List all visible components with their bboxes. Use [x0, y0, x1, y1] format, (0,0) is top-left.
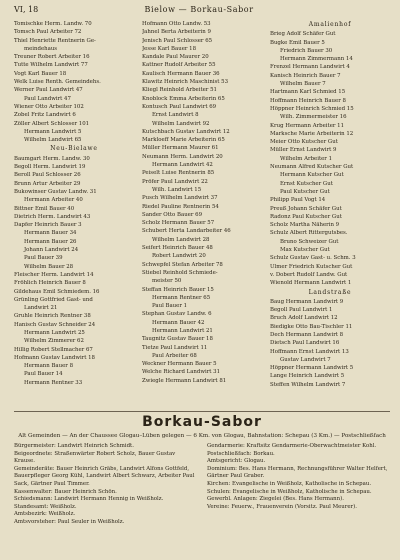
- directory-entry: Seifert Heinrich Bauer 48: [142, 245, 213, 252]
- directory-entry: Bugke Emil Bauer 5: [270, 39, 325, 46]
- directory-entry: Paul Bauer 14: [24, 371, 63, 378]
- directory-entry: Steffan Heinrich Bauer 15: [142, 286, 214, 293]
- directory-entry: Kutschbach Gustav Landwirt 12: [142, 128, 230, 135]
- directory-entry: Riedel Pauline Rentnerin 54: [142, 203, 219, 210]
- directory-entry: Wilh. Zimmermeister 16: [280, 114, 347, 121]
- directory-entry: Bittner Emil Bauer 40: [14, 205, 75, 212]
- directory-entry: Wilh. Landwirt 15: [152, 186, 202, 193]
- directory-entry: Fröhlich Heinrich Bauer 8: [14, 280, 86, 287]
- directory-entry: Hermann Rentner 33: [24, 379, 83, 386]
- section-divider: [14, 411, 390, 412]
- directory-entry: Begoll Herm. Landwirt 19: [14, 164, 86, 171]
- directory-entry: Wilhelm Bauer 28: [24, 263, 74, 270]
- info-paragraph: Amtsvorsteher: Paul Seuler in Weißholz.: [14, 518, 125, 525]
- info-paragraph: Schulen: Evangelische in Weißholz, Katholische in Schepau.: [207, 488, 372, 495]
- directory-entry: Paul Bauer 1: [152, 303, 188, 310]
- section-subtitle: Alt Gemeinden — An der Chaussee Glogau–Lüben gelegen — 6 Km. von Glogau, Bahnstation: Schepau (3 Km.) — Postschließfach: [18, 433, 386, 439]
- info-paragraph: Gemeinderäte: Bauer Heinrich Gräbs, Landwirt Alfons Gottfeld, Bauerpfleger Georg Kühl, Landwirt Albert Schwarz, Arbeiter Paul Sack, Gärtner Paul Timmer.: [14, 465, 195, 487]
- info-paragraph: Kassenwalter: Bauer Heinrich Schön.: [14, 488, 117, 495]
- directory-entry: meister 50: [152, 278, 182, 285]
- directory-entry: Gruhle Heinrich Rentner 38: [14, 313, 91, 320]
- directory-entry: Hermann Landwirt 25: [24, 329, 85, 336]
- directory-entry: Gildehaus Emil Schmiedem. 16: [14, 288, 100, 295]
- directory-entry: Hermann Arbeiter 40: [24, 197, 83, 204]
- info-paragraph: Vereine: Feuerw., Frauenverein (Vorsitz. Paul Meurer).: [207, 503, 357, 510]
- directory-entry: Sander Otto Bauer 69: [142, 211, 203, 218]
- directory-entry: Wiener Otto Arbeiter 102: [14, 103, 84, 110]
- directory-entry: Kattner Rudolf Arbeiter 55: [142, 62, 216, 69]
- directory-entry: Kanisch Heinrich Bauer 7: [270, 72, 341, 79]
- directory-entry: Neumann Alfred Kutscher Gut: [270, 164, 354, 171]
- directory-entry: Schwepfel Stefan Arbeiter 78: [142, 261, 223, 268]
- directory-entry: Gustav Landwirt 7: [280, 356, 331, 363]
- directory-entry: Baumgart Herm. Landw. 30: [14, 155, 90, 162]
- directory-entry: Fleischer Herm. Landwirt 14: [14, 271, 94, 278]
- directory-entry: Hermann Rentner 65: [152, 294, 211, 301]
- info-paragraph: Amtsbezirk: Weißholz.: [14, 511, 76, 518]
- directory-entry: Welche Richard Landwirt 31: [142, 369, 221, 376]
- info-column-1: [14, 443, 197, 527]
- directory-entry: Bruno Schweizer Gut: [280, 238, 339, 245]
- directory-entry: Hillig Robert Stellmacher 67: [14, 346, 93, 353]
- directory-entry: Marksche Marie Arbeiterin 12: [270, 130, 354, 137]
- directory-entry: Paul Landwirt 47: [24, 95, 71, 102]
- directory-entry: Hoffmann Heinrich Bauer 8: [270, 97, 346, 104]
- directory-entry: Wilhelm Zimmerer 62: [24, 338, 84, 345]
- directory-entry: Brieg Adolf Schäfer Gut: [270, 31, 336, 38]
- directory-entry: Jahnel Berta Arbeiterin 9: [142, 29, 211, 36]
- directory-entry: Ernst Kutscher Gut: [280, 180, 333, 187]
- directory-entry: Kliegl Reinhold Arbeiter 51: [142, 87, 217, 94]
- directory-entry: Grünling Gottfried Gast- und: [14, 296, 93, 303]
- directory-entry: Scholz Hermann Bauer 57: [142, 220, 215, 227]
- directory-entry: Johann Landwirt 24: [24, 247, 79, 254]
- directory-entry: Müller Hermann Maurer 61: [142, 145, 219, 152]
- directory-entry: Hermann Bauer 8: [24, 363, 74, 370]
- directory-column-3: [270, 20, 390, 408]
- directory-entry: Schulz Albert Rittergutsbes.: [270, 230, 348, 237]
- info-paragraph: Schiedsmann: Landwirt Hermann Hennig in Weißholz.: [14, 496, 164, 503]
- running-title: Bielow — Borkau-Sabor: [144, 5, 254, 14]
- directory-entry: Tomischke Herm. Landw. 70: [14, 21, 92, 27]
- directory-entry: Knoblock Emma Arbeiterin 65: [142, 95, 225, 102]
- directory-entry: Pröfer Paul Landwirt 22: [142, 178, 208, 185]
- directory-entry: Welk Luise Renth. Gemeindehs.: [14, 79, 101, 86]
- directory-entry: Kontusch Paul Landwirt 69: [142, 103, 217, 110]
- directory-entry: Brunn Artur Arbeiter 29: [14, 180, 81, 187]
- directory-entry: Hofmann Otto Landw. 53: [142, 21, 211, 27]
- directory-entry: Ulmer Friedrich Kutscher Gut: [270, 263, 353, 270]
- directory-entry: Wilhelm Bauer 7: [280, 81, 326, 88]
- directory-entry: Biedigke Otto Bau-Tischler 11: [270, 323, 353, 330]
- directory-entry: Jenisch Paul Schlosser 65: [142, 37, 213, 44]
- directory-entry: Taugnitz Gustav Bauer 18: [142, 336, 213, 343]
- directory-entry: Peiselt Luise Rentnerin 85: [142, 170, 215, 177]
- directory-entry: Werner Paul Landwirt 47: [14, 87, 83, 94]
- locality-heading: Neu-Bielawe: [50, 145, 98, 153]
- directory-entry: Paul Kutscher Gut: [280, 188, 330, 195]
- directory-entry: Landwirt 21: [24, 305, 58, 312]
- directory-entry: Vogt Karl Bauer 18: [14, 70, 67, 77]
- directory-column-2: [142, 20, 262, 408]
- directory-entry: Frenzel Hermann Landwirt 4: [270, 64, 350, 71]
- directory-entry: Wilhelm Landwirt 28: [152, 236, 210, 243]
- directory-entry: Thiel Henriette Rentnerin Ge-: [14, 37, 96, 44]
- info-paragraph: Gewerbl. Anlagen: Ziegelei (Bes. Hans Hermann).: [207, 496, 344, 503]
- directory-entry: Hermann Zimmermann 14: [280, 56, 353, 63]
- info-paragraph: Bürgermeister: Landwirt Heinrich Schmidt.: [14, 443, 134, 449]
- directory-entry: Max Kutscher Gut: [280, 247, 330, 254]
- directory-entry: Treuner Robert Arbeiter 16: [14, 54, 90, 61]
- directory-entry: Hanisch Gustav Schneider 24: [14, 321, 96, 328]
- directory-entry: Wienold Hermann Landwirt 1: [270, 280, 352, 287]
- directory-entry: Scholz Martha Näherin 9: [270, 222, 340, 229]
- directory-entry: Tutte Wilhelm Landwirt 77: [14, 62, 88, 69]
- directory-entry: meindehaus: [24, 45, 58, 52]
- directory-entry: Hermann Kutscher Gut: [280, 172, 344, 179]
- directory-entry: v. Dobert Rudolf Landw. Gut: [270, 271, 348, 278]
- directory-entry: Dech Hermann Landwirt 8: [270, 331, 344, 338]
- directory-entry: Wilhelm Landwirt 65: [24, 137, 82, 144]
- directory-entry: Zwiegle Hermann Landwirt 81: [142, 377, 227, 384]
- directory-entry: Kaulisch Hermann Bauer 36: [142, 70, 220, 77]
- directory-entry: Meier Otto Kutscher Gut: [270, 139, 338, 146]
- directory-entry: Begoll Paul Landwirt 1: [270, 307, 333, 314]
- directory-entry: Hermann Landwirt 42: [152, 162, 213, 169]
- info-paragraph: Dominium: Bes. Hans Hermann, Rechnungsführer Walter Helfert, Gärtner Paul Graber.: [207, 465, 388, 480]
- directory-entry: Baug Hermann Landwirt 9: [270, 298, 344, 305]
- municipality-info: [14, 443, 390, 527]
- directory-entry: Müller Ernst Landwirt 9: [270, 147, 337, 154]
- directory-entry: Stiebel Reinhold Schmiede-: [142, 269, 218, 276]
- directory-entry: Neumann Herm. Landwirt 20: [142, 153, 223, 160]
- directory-entry: Zöller Albert Schlosser 101: [14, 120, 90, 127]
- section-title: Borkau-Sabor: [142, 414, 262, 430]
- directory-entry: Zobel Fritz Landwirt 6: [14, 112, 76, 119]
- directory-entry: Steffen Wilhelm Landwirt 7: [270, 381, 346, 388]
- locality-heading: Landstraße: [308, 288, 352, 296]
- directory-entry: Radonz Paul Kutscher Gut: [270, 213, 342, 220]
- directory-column-1: [14, 20, 134, 408]
- directory-entry: Krug Hermann Arbeiter 11: [270, 122, 345, 129]
- directory-entry: Wilhelm Landwirt 92: [152, 120, 210, 127]
- directory-entry: Wilhelm Arbeiter 1: [280, 155, 333, 162]
- directory-entry: Schubert Herta Landarbeiter 46: [142, 228, 231, 235]
- directory-entry: Robert Landwirt 20: [152, 253, 206, 260]
- info-paragraph: Postschließfach: Borkau.: [207, 450, 275, 457]
- directory-entry: Dapfer Heinrich Bauer 3: [14, 222, 82, 229]
- directory-entry: Kandale Paul Maurer 20: [142, 54, 209, 61]
- directory-entry: Tomsch Paul Arbeiter 72: [14, 29, 82, 36]
- directory-entry: Hermann Landwirt 21: [152, 327, 213, 334]
- directory-columns: [14, 20, 390, 408]
- directory-entry: Stephan Gustav Landw. 6: [142, 311, 212, 318]
- directory-entry: Hartmann Karl Schmied 15: [270, 89, 346, 96]
- directory-entry: Lange Heinrich Landwirt 5: [270, 373, 345, 380]
- page-number: VI, 18: [14, 5, 39, 14]
- directory-entry: Ernst Landwirt 8: [152, 112, 199, 119]
- directory-entry: Bruch Adolf Landwirt 12: [270, 315, 338, 322]
- directory-entry: Paul Arbeiter 68: [152, 352, 197, 359]
- directory-entry: Schulz Gustav Gast- u. Schm. 3: [270, 255, 356, 262]
- directory-entry: Hermann Landwirt 5: [24, 128, 82, 135]
- directory-entry: Preuß Johann Schäfer Gut: [270, 205, 342, 212]
- directory-entry: Weckner Hermann Bauer 5: [142, 361, 217, 368]
- info-paragraph: Standesamt: Weißholz.: [14, 503, 77, 510]
- directory-entry: Klawitz Heinrich Maschinist 53: [142, 79, 229, 86]
- info-paragraph: Amtsgericht: Glogau.: [207, 458, 266, 465]
- locality-heading: Amalienhof: [308, 21, 352, 28]
- directory-entry: Friedrich Bauer 30: [280, 47, 333, 54]
- directory-entry: Tietze Paul Landwirt 11: [142, 344, 208, 351]
- info-column-2: [207, 443, 390, 527]
- directory-entry: Paul Bauer 39: [24, 255, 63, 262]
- info-paragraph: Kirchen: Evangelische in Weißholz, Katholische in Schepau.: [207, 480, 372, 487]
- directory-entry: Hoffmann Ernst Landwirt 13: [270, 348, 349, 355]
- directory-entry: Hofmann Gustav Landwirt 18: [14, 354, 95, 361]
- directory-entry: Dietsch Paul Landwirt 16: [270, 340, 340, 347]
- directory-entry: Bukowinser Gustav Landw. 31: [14, 188, 97, 195]
- directory-entry: Hermann Bauer 34: [24, 230, 77, 237]
- info-paragraph: Gendarmerie: Kraftsitz Gendarmerie-Oberwachtmeister Kohl.: [207, 443, 377, 449]
- directory-entry: Philipp Paul Vogt 14: [270, 197, 326, 204]
- directory-entry: Höppner Hermann Landwirt 5: [270, 365, 354, 372]
- directory-entry: Jesse Karl Bauer 18: [142, 45, 197, 52]
- directory-entry: Beroll Paul Schlosser 26: [14, 172, 81, 179]
- page-header: [14, 5, 390, 17]
- directory-entry: Pusch Wilhelm Landwirt 37: [142, 195, 218, 202]
- directory-entry: Hermann Bauer 26: [24, 238, 77, 245]
- directory-entry: Hermann Bauer 42: [152, 319, 205, 326]
- directory-entry: Höppner Heinrich Schmied 15: [270, 105, 354, 112]
- directory-entry: Markloeff Marie Arbeiterin 65: [142, 137, 225, 144]
- info-paragraph: Beigeordnete: Straßenwärter Robert Scholz, Bauer Gustav Krause.: [14, 450, 176, 465]
- directory-entry: Dietrich Herm. Landwirt 43: [14, 213, 91, 220]
